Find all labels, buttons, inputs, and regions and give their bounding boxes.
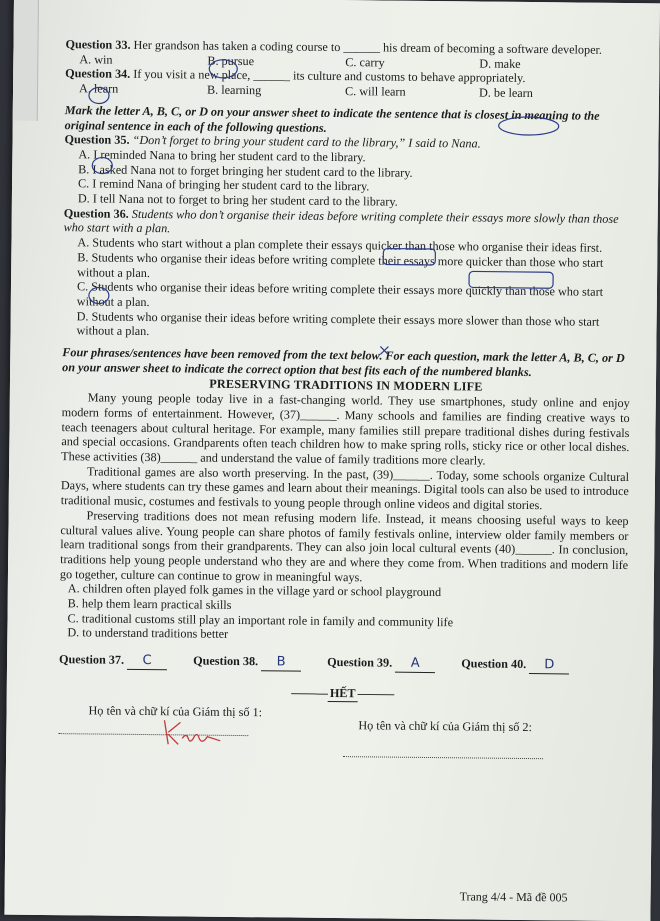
q33-option-a: A. win (79, 52, 113, 67)
passage-title: PRESERVING TRADITIONS IN MODERN LIFE (209, 377, 483, 395)
circle-q36-c (89, 287, 109, 303)
answer-39-label: Question 39. (327, 655, 393, 670)
choice-a: A. children often played folk games in the village yard or school playground (67, 581, 442, 600)
box-more-quicker (469, 271, 553, 288)
exam-paper (4, 0, 660, 921)
q35-option-c: C. I remind Nana of bringing her student card to the library. (77, 176, 370, 194)
circle-q35-a (92, 157, 112, 173)
q35-option-a: A. I reminded Nana to bring her student card to the library. (78, 147, 366, 165)
q33-option-b: B. pursue (207, 53, 255, 68)
q35-option-b: B. I asked Nana not to forget bringing her student card to the library. (78, 161, 413, 180)
choice-d: D. to understand traditions better (67, 625, 229, 642)
circle-closest (499, 117, 559, 136)
proctor-2-label: Họ tên và chữ kí của Giám thị số 2: (358, 717, 532, 734)
q36-option-a: A. Students who start without a plan complete their essays quicker than those who organise their ideas first. (77, 235, 603, 255)
choice-c: C. traditional customs still play an important role in family and community life (67, 610, 454, 629)
circle-q33-b (209, 60, 237, 78)
answer-40-label: Question 40. (461, 656, 527, 672)
question-35-number: Question 35. (64, 132, 130, 148)
answer-39-handwritten: A (395, 657, 435, 673)
q34-option-a: A. learn (78, 81, 119, 96)
q36-option-c: C. Students who organise their ideas before writing complete their essays more quickly than those who start without a plan. (76, 279, 604, 310)
choice-b: B. help them learn practical skills (67, 596, 232, 612)
instruction-gap-fill: Four phrases/sentences have been removed from the text below. For each question, mark the letter A, B, C, or D on your answer sheet to indicate the correct option that best fits each of the numbered blanks. (62, 345, 625, 379)
page-footer: Trang 4/4 - Mã đề 005 (459, 889, 568, 905)
question-36-number: Question 36. (63, 205, 129, 221)
q34-option-d: D. be learn (478, 85, 533, 101)
q34-option-c: C. will learn (344, 84, 406, 99)
pen-annotations (4, 0, 660, 921)
instruction-closest-meaning: Mark the letter A, B, C, or D on your answer sheet to indicate the sentence that is closest in meaning to the original sentence in each of the following questions. (64, 102, 600, 135)
q33-option-d: D. make (479, 56, 521, 71)
answer-40-handwritten: D (529, 658, 569, 674)
answer-37-handwritten: C (127, 654, 167, 670)
end-mark: ——— HẾT ——— (291, 685, 395, 701)
passage-paragraph-2: Traditional games are also worth preserving. In the past, (39)______. Today, some schools organize Cultural Days, where students can try these games and learn about their meanings. Digital tools can also be used to introduce traditional music, costumes and festivals to young people through online videos and digital stories. (60, 464, 630, 513)
end-mark-text: HẾT (328, 686, 358, 702)
box-quicker (383, 248, 435, 265)
circle-q34-a (89, 87, 109, 103)
question-33-number: Question 33. (65, 37, 131, 52)
proctor-1-label: Họ tên và chữ kí của Giám thị số 1: (88, 702, 263, 719)
answer-38-label: Question 38. (193, 653, 259, 669)
question-36-stem: Students who don’t organise their ideas before writing complete their essays more slowly than those who start with a plan. (63, 206, 619, 236)
q33-option-c: C. carry (345, 54, 385, 70)
q34-option-b: B. learning (206, 82, 262, 98)
q36-option-d: D. Students who organise their ideas before writing complete their essays more slower than those who start without a plan. (76, 308, 600, 339)
question-33-stem: Her grandson has taken a coding course to ______ his dream of becoming a software developer. (133, 37, 603, 57)
cross-mark (380, 346, 388, 354)
question-34-stem: If you visit a new place, ______ its culture and customs to behave appropriately. (133, 67, 526, 86)
question-35-stem: “Don’t forget to bring your student card to the library,” I said to Nana. (132, 133, 481, 151)
q35-option-d: D. I tell Nana not to forget to bring her student card to the library. (77, 191, 398, 209)
answer-38-handwritten: B (261, 655, 301, 671)
question-34-number: Question 34. (65, 66, 131, 82)
q36-option-b: B. Students who organise their ideas before writing complete their essays more quicker than those who start without a plan. (77, 250, 604, 280)
answer-37-label: Question 37. (59, 652, 125, 667)
passage-paragraph-1: Many young people today live in a fast-changing world. They use smartphones, study online and enjoy modern forms of entertainment. However, (37)______. Many schools and families are finding creative ways to teach teenagers about cultural heritage. For example, many families still prepare traditional dishes during festivals and special occasions. Grandparents often teach children how to make spring rolls, sticky rice or other local dishes. These activities (38)______ and understand the value of family traditions more clearly. (61, 390, 630, 468)
passage-paragraph-3: Preserving traditions does not mean refusing modern life. Instead, it means choosing useful ways to keep cultural values alive. Young people can share photos of family festivals online, interview older family members or learn traditional songs from their grandparents. They can also join local cultural events (40)______. In conclusion, traditions help young people understand who they are and where they come from. When traditions and modern life go together, culture can continue to grow in meaningful ways. (59, 508, 629, 584)
